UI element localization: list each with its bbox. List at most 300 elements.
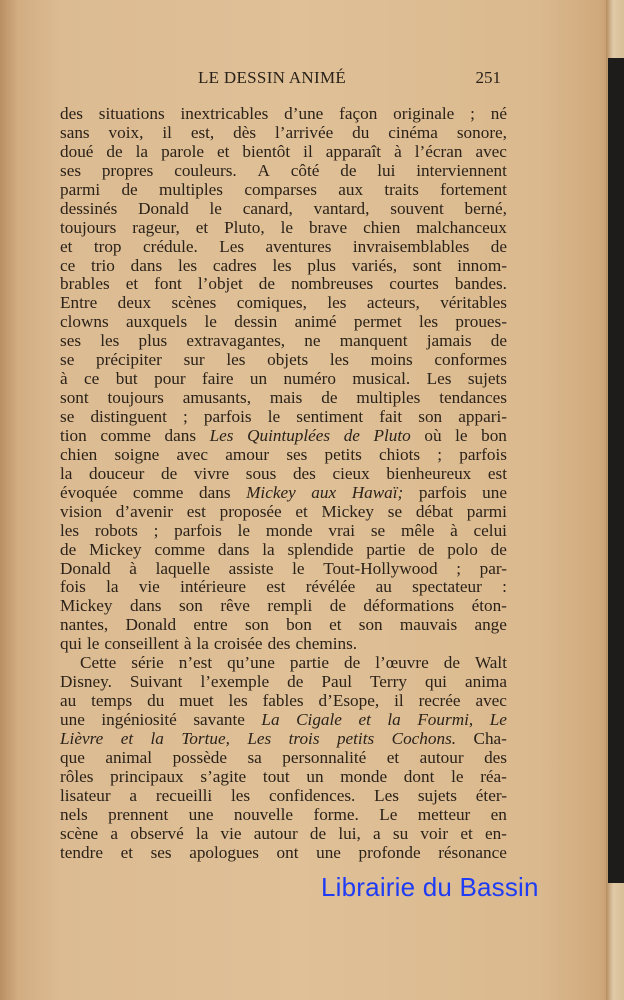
word: Entre xyxy=(60,293,98,313)
word: tendre xyxy=(60,842,103,862)
word: sans xyxy=(60,122,90,142)
word: Le xyxy=(379,804,398,824)
word: conseillent xyxy=(104,634,179,654)
text-line xyxy=(60,275,507,294)
word: lui, xyxy=(338,823,361,843)
word: a xyxy=(373,823,381,843)
word: lisateur xyxy=(60,785,111,805)
word: observé xyxy=(130,823,184,843)
text-line xyxy=(60,825,507,844)
text-line xyxy=(60,654,507,673)
word: fables xyxy=(262,691,304,711)
word: vie xyxy=(220,823,242,843)
word: l’œuvre xyxy=(375,653,429,673)
word: distinguent xyxy=(90,407,167,426)
word: extravagantes, xyxy=(186,331,286,351)
word: sont xyxy=(60,388,89,408)
word: une xyxy=(316,842,341,862)
word: plus xyxy=(138,331,168,351)
word: fortement xyxy=(440,179,507,199)
word: dans xyxy=(217,539,250,559)
word: de xyxy=(490,236,507,256)
word: il xyxy=(394,691,404,711)
text-line xyxy=(60,806,507,825)
word: de xyxy=(258,274,276,294)
word: amour xyxy=(225,444,270,464)
word: éton- xyxy=(471,596,507,616)
word: apologues xyxy=(189,842,259,862)
word: prennent xyxy=(108,804,169,824)
word: se xyxy=(60,407,75,426)
word: les xyxy=(418,312,439,332)
word: Mickey xyxy=(60,596,113,616)
word: vrai xyxy=(328,520,356,540)
word: de xyxy=(329,596,346,616)
word: est xyxy=(266,577,286,597)
word: Disney. xyxy=(60,672,112,692)
word: de xyxy=(309,823,327,843)
word: Tout-Hollywood xyxy=(323,558,438,578)
text-line xyxy=(60,351,507,370)
word: animal xyxy=(105,747,153,767)
text-line xyxy=(60,219,507,238)
word: Walt xyxy=(474,653,507,673)
word: Cochons. xyxy=(391,728,457,748)
word: crédule. xyxy=(142,236,198,256)
word: d’Esope, xyxy=(318,691,380,711)
word: multiples xyxy=(356,388,421,408)
word: cadres xyxy=(212,255,257,275)
word: les xyxy=(329,350,349,370)
text-line xyxy=(60,503,507,522)
text-line xyxy=(60,313,507,332)
word: l’écran xyxy=(414,141,463,161)
word: parmi xyxy=(466,501,507,521)
word: mauvais xyxy=(399,615,458,635)
word: la xyxy=(60,463,73,483)
word: appari- xyxy=(458,407,507,426)
word: tion xyxy=(60,425,87,445)
word: proposée xyxy=(219,501,282,521)
text-line xyxy=(60,578,507,597)
word: Mickey xyxy=(321,501,375,521)
word: bientôt xyxy=(242,141,291,161)
word: et xyxy=(125,274,139,294)
word: l’objet xyxy=(197,274,243,294)
word: Donald xyxy=(138,198,189,218)
word: se xyxy=(60,350,75,370)
word: de xyxy=(60,539,77,559)
word: le xyxy=(209,198,222,218)
word: où xyxy=(424,425,442,445)
word: Quintuplées xyxy=(247,425,331,445)
word: comme xyxy=(132,482,184,502)
text-line xyxy=(60,730,507,749)
word: Terry xyxy=(370,672,407,692)
word: avec xyxy=(475,691,507,711)
text-line xyxy=(60,560,507,579)
word: Cha- xyxy=(473,728,507,748)
word: des xyxy=(292,463,316,483)
word: fois xyxy=(60,577,86,597)
word: de xyxy=(106,141,123,161)
text-line xyxy=(60,389,507,408)
word: dont xyxy=(403,766,435,786)
word: trois xyxy=(288,728,320,748)
word: forme. xyxy=(313,804,359,824)
word: lui xyxy=(377,160,396,180)
word: Les xyxy=(247,728,272,748)
text-line xyxy=(60,787,507,806)
text-line xyxy=(60,465,507,484)
word: son xyxy=(178,596,203,616)
word: toujours xyxy=(107,388,164,408)
text-line xyxy=(60,332,507,351)
word: chiots xyxy=(379,444,421,464)
word: animé xyxy=(294,312,337,332)
word: déformations xyxy=(363,596,455,616)
word: recueilli xyxy=(155,785,213,805)
word: série xyxy=(131,653,164,673)
word: deux xyxy=(117,293,152,313)
running-header xyxy=(60,68,505,90)
running-title: LE DESSIN ANIMÉ xyxy=(198,68,347,87)
word: partie xyxy=(366,539,406,559)
word: malchanceux xyxy=(416,217,507,237)
word: s’agite xyxy=(200,766,247,786)
word: invraisemblables xyxy=(352,236,470,256)
word: faire xyxy=(202,369,234,389)
text-line xyxy=(60,673,507,692)
word: douceur xyxy=(89,463,145,483)
word: de xyxy=(287,672,304,692)
word: et xyxy=(295,501,308,521)
page-number: 251 xyxy=(475,68,501,87)
text-line xyxy=(60,446,507,465)
word: temps xyxy=(91,691,133,711)
word: parfois xyxy=(459,444,507,464)
word: proues- xyxy=(455,312,507,332)
word: de xyxy=(344,653,361,673)
word: à xyxy=(450,520,458,540)
word: Cette xyxy=(80,653,117,673)
word: amusants, xyxy=(182,388,252,408)
word: tout xyxy=(262,766,290,786)
word: à xyxy=(183,634,192,654)
word: celui xyxy=(473,520,507,540)
word: ses xyxy=(150,842,172,862)
word: Paul xyxy=(321,672,352,692)
word: de xyxy=(340,160,357,180)
word: ne xyxy=(304,331,321,351)
word: voix, xyxy=(108,122,144,142)
word: les xyxy=(100,331,120,351)
word: en xyxy=(490,804,507,824)
word: un xyxy=(306,766,324,786)
word: et xyxy=(217,141,230,161)
background-strip xyxy=(608,58,624,883)
text-line xyxy=(60,294,507,313)
word: en- xyxy=(484,823,507,843)
word: de xyxy=(490,539,507,559)
text-line xyxy=(60,143,507,162)
word: La xyxy=(261,710,280,729)
word: splendide xyxy=(287,539,354,559)
word: les xyxy=(228,691,248,711)
word: but xyxy=(115,369,138,389)
word: et xyxy=(195,217,209,237)
word: son xyxy=(418,407,443,426)
body-text xyxy=(60,105,507,863)
word: les xyxy=(177,255,198,275)
word: aventures xyxy=(265,236,332,256)
word: à xyxy=(394,141,402,161)
text-line xyxy=(60,541,507,560)
word: chemins. xyxy=(295,634,358,654)
word: qui xyxy=(424,672,447,692)
word: sujets xyxy=(417,785,457,805)
word: font xyxy=(154,274,182,294)
word: metteur xyxy=(417,804,471,824)
word: dès xyxy=(233,122,257,142)
word: a xyxy=(129,785,138,805)
word: dans xyxy=(129,596,162,616)
text-line xyxy=(60,711,507,730)
text-line xyxy=(60,768,507,787)
word: avec xyxy=(475,141,507,161)
word: : xyxy=(502,577,507,597)
text-line xyxy=(60,616,507,635)
word: su xyxy=(392,823,409,843)
word: Donald xyxy=(60,558,111,578)
word: fait xyxy=(379,407,403,426)
word: parole xyxy=(161,141,205,161)
word: auxquels xyxy=(126,312,188,332)
word: et xyxy=(460,823,473,843)
word: vie xyxy=(138,577,160,597)
word: est xyxy=(186,501,206,521)
word: réa- xyxy=(480,766,507,786)
word: vantard, xyxy=(313,198,370,218)
word: à xyxy=(60,369,68,389)
word: canard, xyxy=(242,198,293,218)
word: nels xyxy=(60,804,88,824)
word: le xyxy=(451,766,464,786)
text-line xyxy=(60,408,507,427)
word: originale xyxy=(393,104,455,123)
word: sur xyxy=(183,350,205,370)
word: ses xyxy=(60,331,82,351)
word: propres xyxy=(101,160,154,180)
word: souvent xyxy=(390,198,444,218)
word: l’exemple xyxy=(200,672,270,692)
word: clowns xyxy=(60,312,109,332)
word: voir xyxy=(420,823,449,843)
word: précipiter xyxy=(96,350,162,370)
word: ange xyxy=(474,615,507,635)
word: sujets xyxy=(467,369,507,389)
text-line xyxy=(60,844,507,863)
word: comme xyxy=(100,425,151,445)
text-line xyxy=(60,427,507,446)
word: les xyxy=(226,350,246,370)
word: ses xyxy=(286,444,308,464)
word: permet xyxy=(353,312,402,332)
word: qui xyxy=(60,634,82,654)
word: pour xyxy=(154,369,186,389)
text-line xyxy=(60,257,507,276)
word: parfois xyxy=(203,407,252,426)
word: Les xyxy=(209,425,234,445)
word: parfois xyxy=(174,520,222,540)
word: Pluto xyxy=(373,425,411,445)
word: trop xyxy=(93,236,122,256)
word: bandes. xyxy=(454,274,507,294)
word: ; xyxy=(182,407,188,426)
word: nantes, xyxy=(60,615,109,635)
word: conformes xyxy=(434,350,507,370)
word: le xyxy=(86,634,100,654)
word: la xyxy=(262,539,275,559)
word: au xyxy=(60,691,77,711)
word: la xyxy=(135,141,149,161)
word: scène xyxy=(60,823,99,843)
word: bienheureux xyxy=(386,463,472,483)
word: du xyxy=(147,691,165,711)
word: inextricables xyxy=(180,104,269,123)
word: variés, xyxy=(351,255,398,275)
word: sa xyxy=(247,747,262,767)
word: le xyxy=(280,217,294,237)
word: cieux xyxy=(332,463,370,483)
word: il xyxy=(162,122,172,142)
word: le xyxy=(237,520,251,540)
text-line xyxy=(60,370,507,389)
word: moins xyxy=(370,350,413,370)
text-line xyxy=(60,124,507,143)
word: débat xyxy=(415,501,454,521)
word: n’est xyxy=(178,653,213,673)
word: dessin xyxy=(234,312,278,332)
word: une xyxy=(60,710,85,729)
word: de xyxy=(121,179,138,199)
watermark: Librairie du Bassin xyxy=(321,872,539,902)
word: polo xyxy=(447,539,478,559)
word: sont xyxy=(412,255,442,275)
word: de xyxy=(443,653,460,673)
word: Le xyxy=(489,710,507,729)
word: parfois xyxy=(418,482,467,502)
word: acteurs, xyxy=(366,293,420,313)
word: Lièvre xyxy=(60,728,104,748)
text-line xyxy=(60,522,507,541)
word: parmi xyxy=(60,179,101,199)
word: ; xyxy=(153,520,159,540)
word: monde xyxy=(265,520,313,540)
word: aux xyxy=(311,482,337,502)
word: façon xyxy=(339,104,378,123)
word: Les xyxy=(219,236,245,256)
word: chien xyxy=(60,444,98,464)
word: rempli xyxy=(267,596,313,616)
word: recrée xyxy=(418,691,461,711)
word: véritables xyxy=(440,293,507,313)
word: ont xyxy=(276,842,299,862)
word: dessinés xyxy=(60,198,118,218)
word: scènes xyxy=(171,293,217,313)
word: que xyxy=(60,747,85,767)
word: du xyxy=(352,122,370,142)
word: sentiment xyxy=(296,407,364,426)
word: muet xyxy=(179,691,214,711)
word: nouvelle xyxy=(233,804,294,824)
word: ce xyxy=(84,369,100,389)
word: sous xyxy=(245,463,277,483)
word: de xyxy=(418,539,435,559)
text-line xyxy=(60,105,507,124)
word: et xyxy=(358,710,371,729)
word: Cigale xyxy=(296,710,342,729)
text-line xyxy=(60,181,507,200)
word: assiste xyxy=(228,558,274,578)
word: Pluto, xyxy=(224,217,265,237)
word: est xyxy=(487,463,507,483)
word: la xyxy=(387,710,401,729)
word: le xyxy=(455,425,468,445)
word: Les xyxy=(374,785,399,805)
word: cinéma xyxy=(388,122,438,142)
word: personnalité xyxy=(282,747,367,767)
word: les xyxy=(231,785,251,805)
word: Suivant xyxy=(129,672,183,692)
paragraph xyxy=(60,654,507,862)
word: une xyxy=(482,482,507,502)
word: A xyxy=(257,160,270,180)
word: robots xyxy=(94,520,138,540)
word: révélée xyxy=(305,577,356,597)
text-line xyxy=(60,749,507,768)
word: vivre xyxy=(193,463,230,483)
word: ; xyxy=(437,444,443,464)
word: Hawaï; xyxy=(351,482,404,502)
word: ; xyxy=(470,104,475,123)
word: savante xyxy=(193,710,245,729)
word: trio xyxy=(91,255,115,275)
word: Mickey xyxy=(246,482,296,502)
word: brables xyxy=(60,274,110,294)
word: bon xyxy=(481,425,507,445)
word: les xyxy=(272,255,292,275)
word: le xyxy=(204,312,217,332)
word: aux xyxy=(338,179,364,199)
word: éter- xyxy=(475,785,507,805)
word: rageur, xyxy=(132,217,180,237)
word: les xyxy=(327,293,347,313)
word: ce xyxy=(60,255,76,275)
text-line xyxy=(60,692,507,711)
word: jamais xyxy=(426,331,472,351)
word: les xyxy=(60,520,80,540)
word: le xyxy=(292,558,305,578)
word: intérieure xyxy=(180,577,246,597)
word: brave xyxy=(308,217,348,237)
word: confidences. xyxy=(268,785,356,805)
text-line xyxy=(60,162,507,181)
word: laquelle xyxy=(155,558,210,578)
word: de xyxy=(490,331,507,351)
word: le xyxy=(267,407,281,426)
word: doué xyxy=(60,141,94,161)
